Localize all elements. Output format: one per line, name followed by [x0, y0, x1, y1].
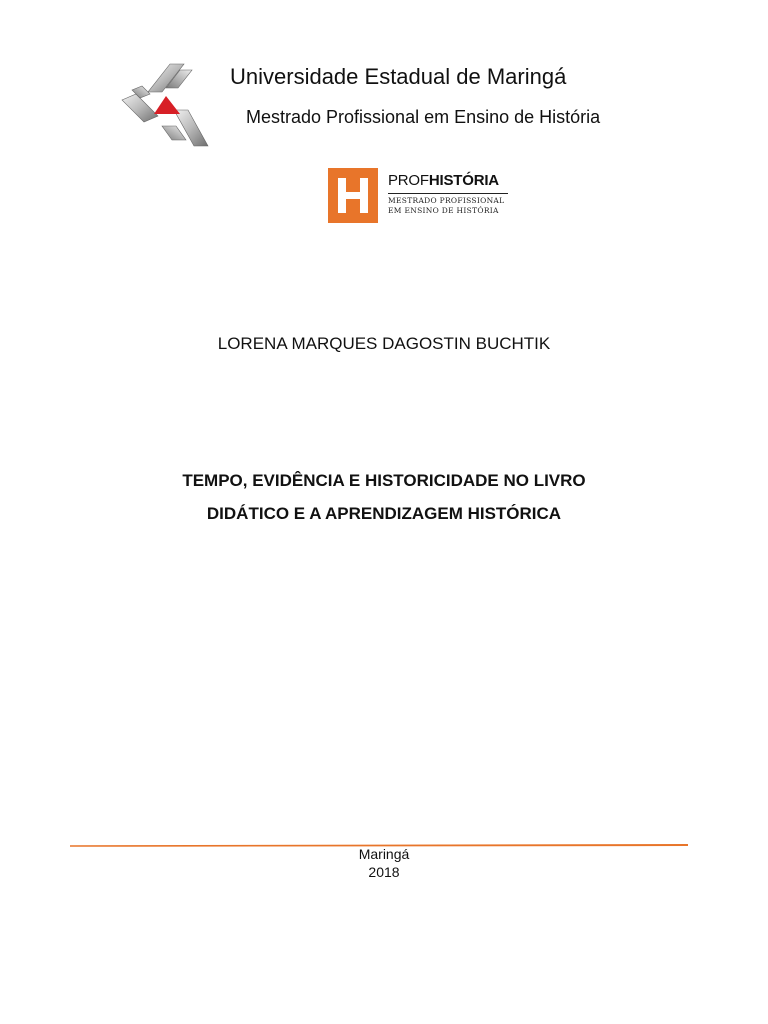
profhistoria-h-icon — [328, 168, 378, 223]
document-title — [0, 464, 768, 530]
footer-rule — [70, 834, 688, 837]
uem-logo-icon — [118, 60, 210, 152]
document-title-line1: TEMPO, EVIDÊNCIA E HISTORICIDADE NO LIVRO — [182, 471, 586, 490]
profhistoria-wordmark — [388, 172, 499, 189]
footer-year: 2018 — [368, 864, 400, 880]
document-title-line2: DIDÁTICO E A APRENDIZAGEM HISTÓRICA — [206, 504, 562, 523]
profhistoria-logo — [328, 168, 510, 224]
university-name: Universidade Estadual de Maringá — [230, 64, 567, 89]
profhistoria-prof: PROF — [388, 172, 429, 189]
profhistoria-subtitle-line1: MESTRADO PROFISSIONAL — [388, 196, 505, 205]
program-name: Mestrado Profissional em Ensino de História — [246, 107, 601, 127]
footer-city: Maringá — [358, 846, 410, 862]
profhistoria-subtitle — [388, 196, 504, 216]
profhistoria-subtitle-line2: EM ENSINO DE HISTÓRIA — [388, 206, 499, 215]
profhistoria-rule — [388, 193, 508, 194]
footer-place-date — [0, 845, 768, 881]
profhistoria-historia: HISTÓRIA — [428, 172, 499, 189]
author-name: LORENA MARQUES DAGOSTIN BUCHTIK — [217, 334, 551, 353]
